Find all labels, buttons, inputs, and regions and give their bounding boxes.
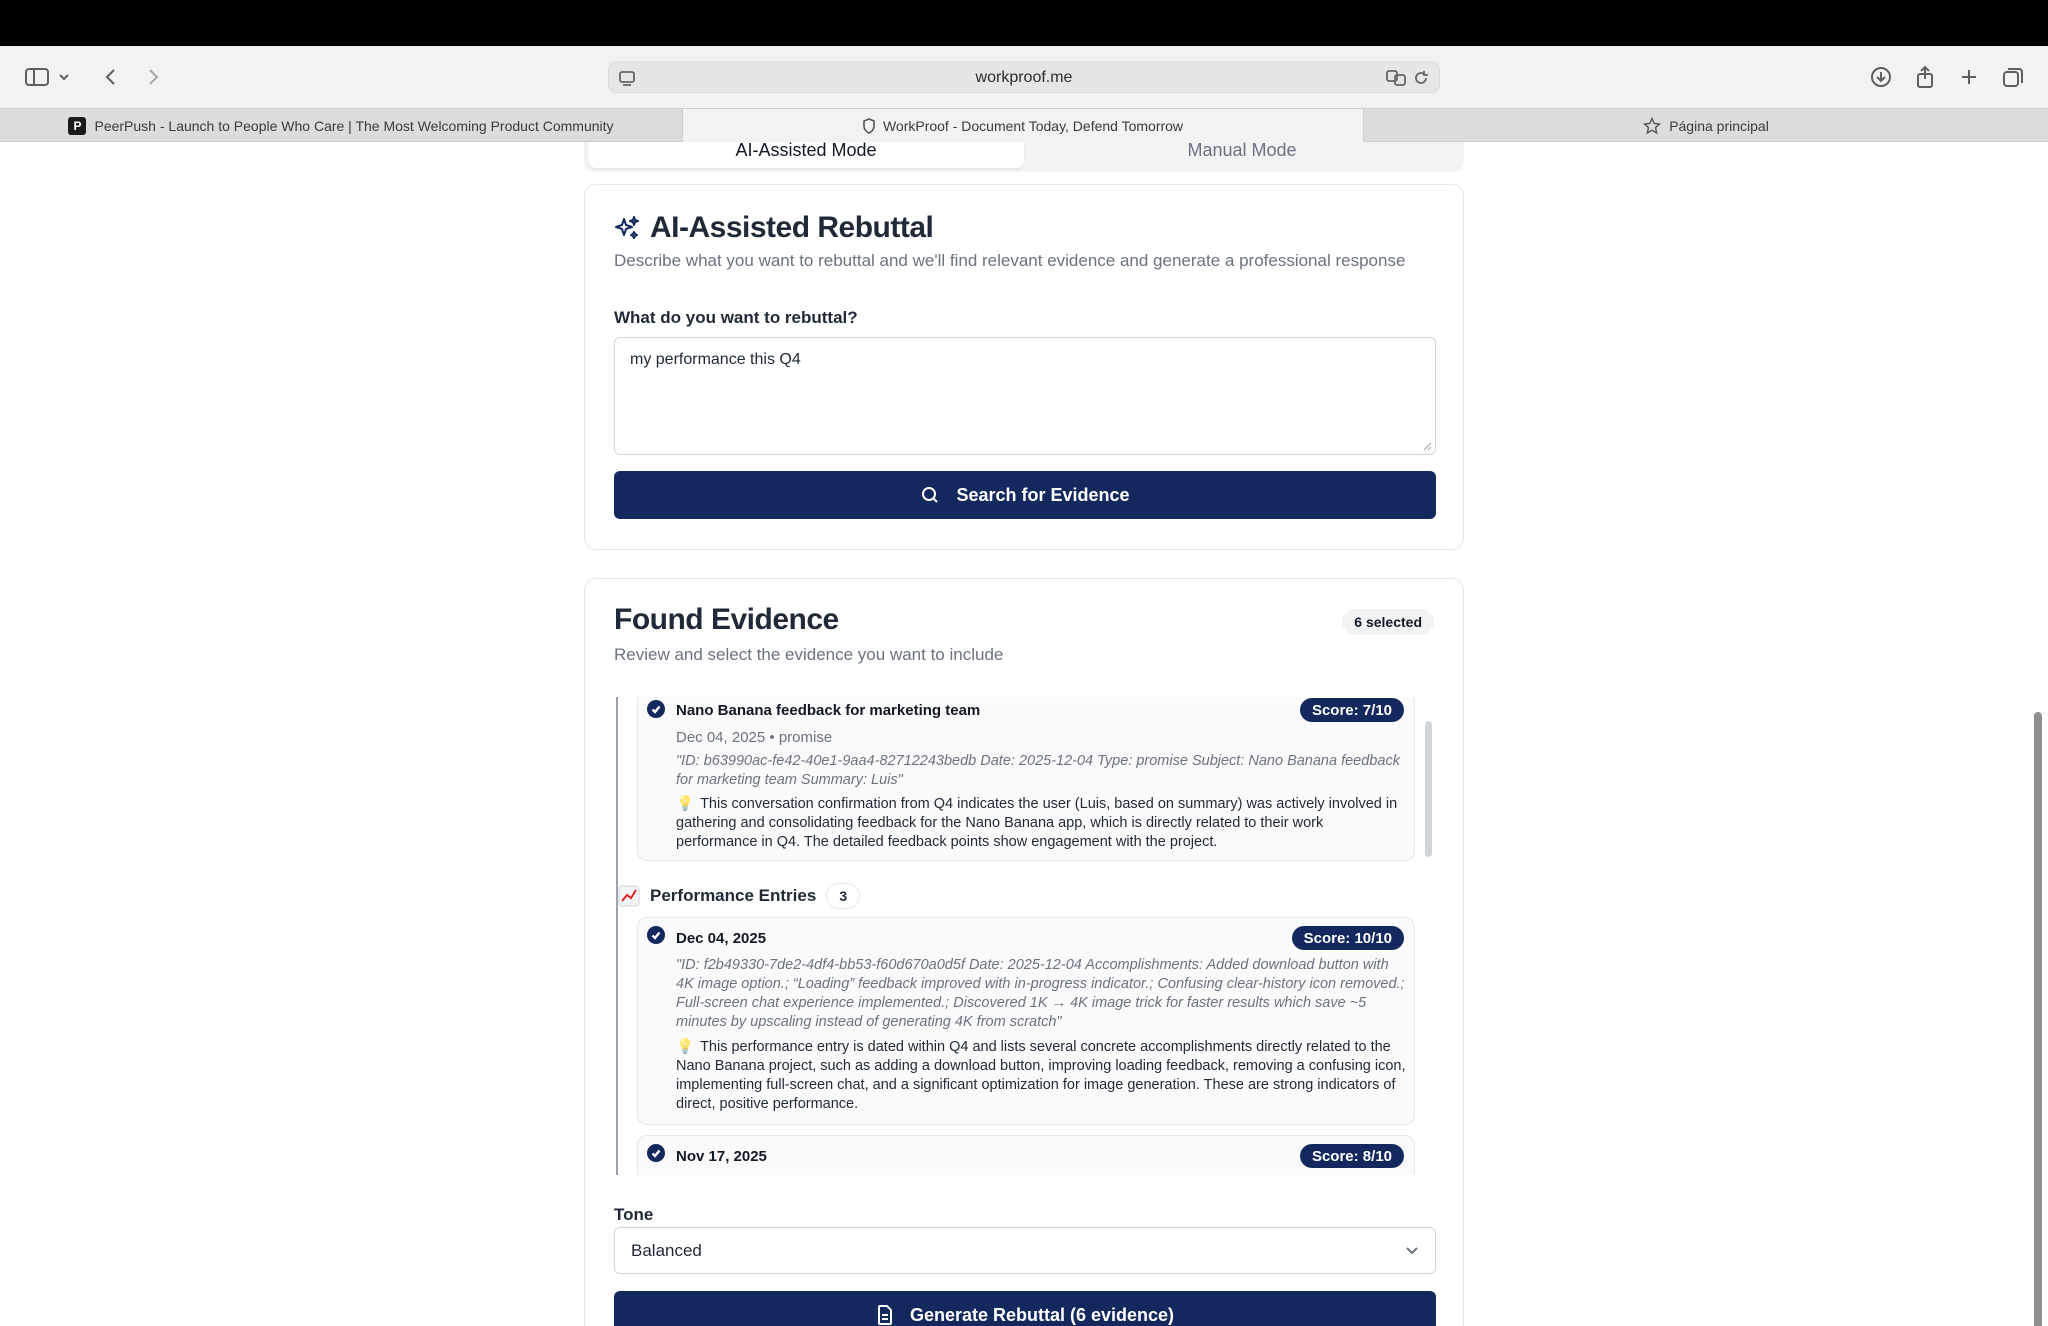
search-evidence-label: Search for Evidence [956,484,1130,505]
score-badge: Score: 7/10 [1300,698,1404,722]
peerpush-favicon-icon: P [68,117,86,135]
reload-icon[interactable] [1411,68,1431,88]
evidence-item-title: Dec 04, 2025 [676,930,767,947]
evidence-item-quote: "ID: b63990ac-fe42-40e1-9aa4-82712243bedb Date: 2025-12-04 Type: promise Subject: Nano Banana feedback for marketing team Summary: Luis" [676,753,1400,788]
forward-icon[interactable] [138,62,168,92]
tone-select-value: Balanced [631,1240,702,1260]
selected-count-badge: 6 selected [1342,609,1434,635]
menu-bar-area [0,0,2048,46]
tab-label: PeerPush - Launch to People Who Care | The Most Welcoming Product Community [94,117,614,134]
performance-entries-count: 3 [826,883,860,909]
evidence-item-meta: Dec 04, 2025 • promise [676,729,833,746]
evidence-item[interactable] [637,917,1415,1125]
sidebar-toggle-icon[interactable] [22,62,52,92]
score-badge: Score: 8/10 [1300,1144,1404,1168]
performance-entries-header [618,883,860,909]
new-tab-icon[interactable] [1954,62,1984,92]
star-icon [1643,117,1661,135]
url-text[interactable]: workproof.me [975,69,1073,86]
evidence-item-reason [676,1038,1408,1114]
shield-icon [863,118,875,134]
resize-grip-icon[interactable] [1422,441,1432,451]
selected-check-icon[interactable] [647,1144,665,1162]
sparkles-icon [614,215,640,241]
tab-pagina-principal[interactable] [1364,109,2048,142]
evidence-item-reason-text: This performance entry is dated within Q4 and lists several concrete accomplishments directly related to the Nano Banana project, such as adding a download button, improving loading feedback, removing a confusing icon, implementing full-screen chat, and a significant optimization for image generation. These are strong indicators of direct, positive performance. [676,1039,1406,1112]
page-scrollbar[interactable] [2034,712,2042,1326]
browser-toolbar [0,46,2048,108]
rebuttal-textarea[interactable] [614,337,1436,455]
performance-entries-label: Performance Entries [650,886,817,905]
evidence-card [584,578,1464,1326]
tab-label: Página principal [1669,117,1769,134]
search-evidence-button[interactable] [614,471,1436,519]
address-bar[interactable] [608,61,1440,93]
lightbulb-icon: 💡 [676,1039,695,1055]
download-icon[interactable] [1866,62,1896,92]
tab-manual-mode[interactable]: Manual Mode [1187,142,1297,160]
tone-select[interactable] [614,1227,1436,1274]
evidence-item[interactable] [637,697,1415,861]
chevron-down-icon[interactable] [56,62,72,92]
evidence-item-reason-text: This conversation confirmation from Q4 indicates the user (Luis, based on summary) was actively involved in gathering and consolidating feedback for the Nano Banana app, which is directly related to their work performance in Q4. The detailed feedback points show engagement with the project. [676,796,1398,850]
evidence-list[interactable] [616,697,1436,1175]
generate-rebuttal-button[interactable] [614,1291,1436,1326]
evidence-subtitle: Review and select the evidence you want to include [614,645,1004,664]
share-icon[interactable] [1910,62,1940,92]
score-badge: Score: 10/10 [1292,926,1404,950]
rebuttal-field-label: What do you want to rebuttal? [614,308,858,327]
evidence-title: Found Evidence [614,603,839,636]
page-content [0,142,2048,1326]
tone-label: Tone [614,1205,654,1224]
lightbulb-icon: 💡 [676,796,695,812]
tab-ai-assisted-mode[interactable]: AI-Assisted Mode [588,142,1024,168]
evidence-item-title: Nov 17, 2025 [676,1148,767,1165]
tab-bar [0,108,2048,142]
rebuttal-subtitle: Describe what you want to rebuttal and we'll find relevant evidence and generate a professional response [614,251,1406,270]
chart-increasing-icon [618,885,640,907]
rebuttal-card [584,184,1464,550]
back-icon[interactable] [96,62,126,92]
tab-label: WorkProof - Document Today, Defend Tomorrow [882,117,1184,134]
selected-check-icon[interactable] [647,700,665,718]
generate-rebuttal-label: Generate Rebuttal (6 evidence) [909,1304,1175,1325]
evidence-item[interactable] [637,1135,1415,1175]
evidence-item-title: Nano Banana feedback for marketing team [676,702,981,719]
evidence-item-reason [676,795,1408,852]
rebuttal-textarea-value: my performance this Q4 [630,351,801,368]
document-icon [876,1305,894,1325]
chevron-down-icon [1405,1246,1419,1256]
translate-icon[interactable] [1385,68,1405,88]
search-icon [920,485,940,505]
tab-workproof[interactable] [682,109,1364,142]
mode-switcher [584,142,1464,172]
evidence-list-scrollbar[interactable] [1425,721,1432,857]
evidence-item-quote: "ID: f2b49330-7de2-4df4-bb53-f60d670a0d5f Date: 2025-12-04 Accomplishments: Added download button with 4K image option.; “Loading” feedback improved with in-progress indicator.; Confusing clear-history icon removed.; Full-screen chat experience implemented.; Discovered 1K → 4K image trick for faster results which save ~5 minutes by upscaling instead of generating 4K from scratch" [676,957,1405,1030]
tab-peerpush[interactable] [0,109,682,142]
tab-overview-icon[interactable] [1998,62,2028,92]
rebuttal-title: AI-Assisted Rebuttal [650,211,934,244]
selected-check-icon[interactable] [647,926,665,944]
